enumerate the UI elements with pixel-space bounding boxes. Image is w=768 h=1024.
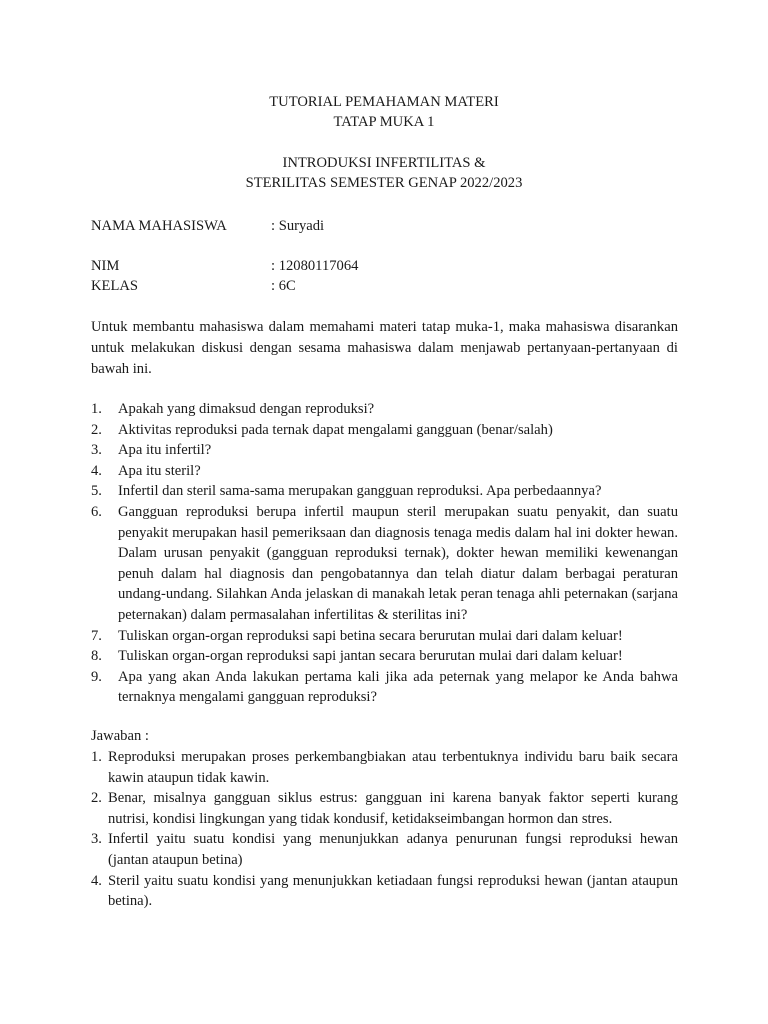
student-nim-row bbox=[91, 256, 358, 277]
title-line-2: TATAP MUKA 1 bbox=[333, 114, 435, 130]
answer-text: Infertil yaitu suatu kondisi yang menunjukkan adanya penurunan fungsi reproduksi hewan (jantan ataupun betina) bbox=[108, 831, 678, 868]
question-text: Tuliskan organ-organ reproduksi sapi betina secara berurutan mulai dari dalam keluar! bbox=[118, 627, 623, 644]
answer-number: 4. bbox=[91, 872, 102, 889]
question-item bbox=[91, 646, 678, 667]
document-title bbox=[0, 92, 768, 132]
document-subtitle bbox=[0, 153, 768, 193]
intro-paragraph: Untuk membantu mahasiswa dalam memahami materi tatap muka-1, maka mahasiswa disarankan untuk melakukan diskusi dengan sesama mahasiswa dalam menjawab pertanyaan-pertanyaan di bawah ini. bbox=[91, 319, 678, 377]
question-list bbox=[91, 399, 678, 708]
answer-number: 2. bbox=[91, 790, 102, 807]
question-item bbox=[91, 399, 678, 420]
question-text: Gangguan reproduksi berupa infertil maupun steril merupakan suatu penyakit, dan suatu penyakit merupakan hasil pemeriksaan dan diagnosis tenaga medis dalam hal ini dokter hewan. Dalam urusan penyakit (gangguan reproduksi ternak), dokter hewan memiliki kewenangan penuh dalam hal diagnosis dan pengobatannya dan telah diatur dalam berbagai peraturan undang-undang. Silahkan Anda jelaskan di manakah letak peran tenaga ahli peternakan (sarjana peternakan) dalam permasalahan infertilitas & sterilitas ini? bbox=[118, 503, 678, 623]
answer-text: Steril yaitu suatu kondisi yang menunjukkan ketiadaan fungsi reproduksi hewan (jantan ataupun betina). bbox=[108, 872, 678, 910]
question-number: 2. bbox=[91, 421, 102, 438]
student-name-value: : Suryadi bbox=[271, 218, 325, 234]
answers-heading: Jawaban : bbox=[91, 728, 149, 744]
question-text: Apa yang akan Anda lakukan pertama kali jika ada peternak yang melapor ke Anda bahwa ternaknya mengalami gangguan reproduksi? bbox=[118, 668, 678, 706]
question-text: Tuliskan organ-organ reproduksi sapi jantan secara berurutan mulai dari dalam keluar! bbox=[118, 648, 623, 665]
question-text: Apa itu steril? bbox=[118, 462, 201, 479]
answer-text: Reproduksi merupakan proses perkembangbiakan atau terbentuknya individu baru baik secara kawin ataupun tidak kawin. bbox=[108, 749, 678, 786]
question-item bbox=[91, 502, 678, 626]
question-text: Aktivitas reproduksi pada ternak dapat mengalami gangguan (benar/salah) bbox=[118, 421, 553, 438]
student-name-label: NAMA MAHASISWA bbox=[91, 218, 227, 234]
answer-item bbox=[91, 829, 678, 870]
question-number: 1. bbox=[91, 401, 102, 417]
question-item bbox=[91, 420, 678, 441]
question-text: Apa itu infertil? bbox=[118, 442, 212, 459]
question-number: 3. bbox=[91, 442, 102, 459]
student-nim-label: NIM bbox=[91, 258, 120, 274]
question-item bbox=[91, 667, 678, 708]
question-text: Apakah yang dimaksud dengan reproduksi? bbox=[118, 401, 375, 417]
answer-number: 3. bbox=[91, 831, 102, 848]
answer-item bbox=[91, 788, 678, 829]
answer-text: Benar, misalnya gangguan siklus estrus: gangguan ini karena banyak faktor seperti kurang nutrisi, kondisi lingkungan yang tidak kondusif, ketidakseimbangan hormon dan stres. bbox=[108, 790, 678, 827]
student-nim-value: : 12080117064 bbox=[271, 258, 359, 274]
question-number: 5. bbox=[91, 483, 102, 500]
answer-number: 1. bbox=[91, 749, 102, 765]
student-class-row bbox=[91, 276, 296, 297]
answer-list bbox=[91, 747, 678, 912]
student-class-value: : 6C bbox=[271, 278, 296, 294]
question-number: 7. bbox=[91, 627, 102, 644]
subtitle-line-2: STERILITAS SEMESTER GENAP 2022/2023 bbox=[245, 175, 523, 191]
question-item bbox=[91, 481, 678, 502]
answer-item bbox=[91, 747, 678, 788]
answer-item bbox=[91, 871, 678, 912]
question-item bbox=[91, 626, 678, 647]
question-number: 8. bbox=[91, 648, 102, 665]
question-number: 4. bbox=[91, 462, 102, 479]
question-number: 9. bbox=[91, 668, 102, 685]
question-item bbox=[91, 461, 678, 482]
question-item bbox=[91, 440, 678, 461]
question-text: Infertil dan steril sama-sama merupakan gangguan reproduksi. Apa perbedaannya? bbox=[118, 483, 602, 500]
student-name-row bbox=[91, 216, 324, 237]
student-class-label: KELAS bbox=[91, 278, 139, 294]
subtitle-line-1: INTRODUKSI INFERTILITAS & bbox=[282, 155, 486, 171]
title-line-1: TUTORIAL PEMAHAMAN MATERI bbox=[269, 94, 499, 110]
question-number: 6. bbox=[91, 503, 102, 520]
